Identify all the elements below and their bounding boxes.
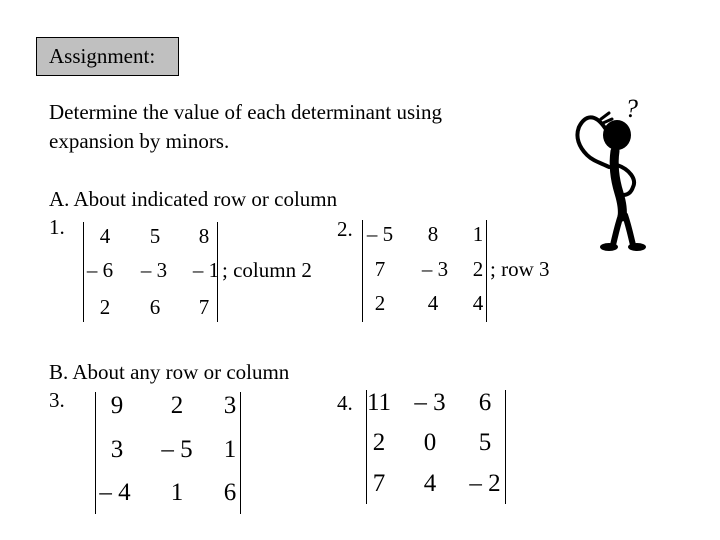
problem-1-instruction: ; column 2 [222, 258, 312, 282]
matrix-cell: 4 [427, 291, 439, 315]
confused-figure-clipart [565, 95, 665, 255]
matrix-cell: 2 [372, 429, 386, 456]
matrix-cell: – 3 [421, 257, 449, 281]
matrix-cell: 8 [427, 222, 439, 246]
matrix-cell: 2 [170, 392, 184, 419]
matrix-cell: 5 [149, 224, 161, 248]
problem-3-number: 3. [49, 388, 65, 412]
matrix-cell: 5 [478, 429, 492, 456]
matrix-cell: 7 [374, 257, 386, 281]
matrix-cell: 2 [374, 291, 386, 315]
matrix-cell: 2 [99, 295, 111, 319]
matrix-cell: 8 [198, 224, 210, 248]
matrix-cell: 6 [223, 479, 237, 506]
problem-2-number: 2. [337, 217, 353, 241]
matrix-cell: 4 [472, 291, 484, 315]
matrix-cell: 9 [110, 392, 124, 419]
matrix-cell: – 3 [140, 258, 168, 282]
intro-line-1: Determine the value of each determinant using [49, 100, 443, 124]
matrix-cell: 6 [149, 295, 161, 319]
problem-4-number: 4. [337, 391, 353, 415]
matrix-cell: 7 [372, 470, 386, 497]
matrix-cell: – 1 [192, 258, 220, 282]
matrix-cell: 1 [223, 436, 237, 463]
matrix-cell: 1 [472, 222, 484, 246]
stick-figure-icon [577, 113, 646, 251]
matrix-cell: 4 [423, 470, 437, 497]
matrix-cell: 2 [472, 257, 484, 281]
matrix-cell: – 6 [86, 258, 114, 282]
question-mark-icon: ? [625, 95, 638, 123]
matrix-cell: – 2 [469, 470, 501, 497]
problem-2-instruction: ; row 3 [490, 257, 550, 281]
matrix-cell: 0 [423, 429, 437, 456]
matrix-cell: 4 [99, 224, 111, 248]
matrix-cell: 7 [198, 295, 210, 319]
assignment-label: Assignment: [36, 37, 179, 76]
part-a-heading: A. About indicated row or column [49, 187, 338, 211]
problem-1-number: 1. [49, 215, 65, 239]
matrix-cell: 11 [366, 389, 392, 416]
matrix-cell: – 4 [99, 479, 131, 506]
matrix-cell: 3 [110, 436, 124, 463]
part-b-heading: B. About any row or column [49, 360, 290, 384]
intro-line-2: expansion by minors. [49, 129, 230, 153]
matrix-cell: 3 [223, 392, 237, 419]
matrix-cell: 6 [478, 389, 492, 416]
matrix-cell: – 5 [366, 222, 394, 246]
matrix-cell: – 5 [161, 436, 193, 463]
matrix-cell: – 3 [414, 389, 446, 416]
matrix-cell: 1 [170, 479, 184, 506]
